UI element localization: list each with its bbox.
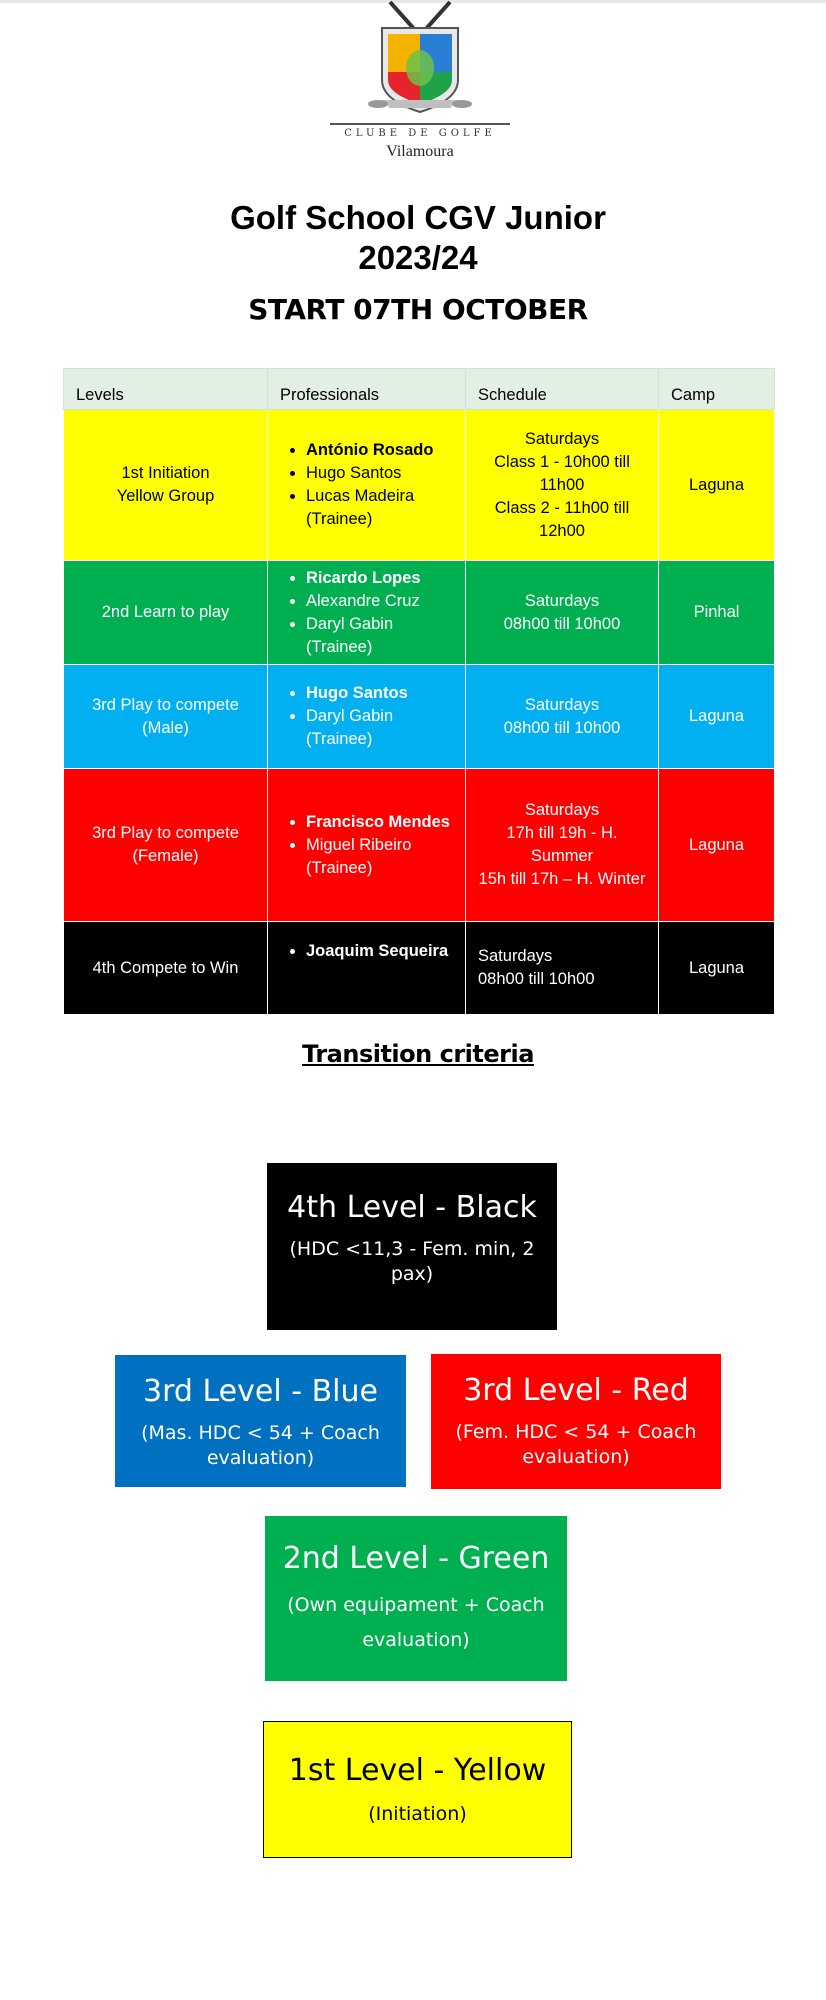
schedule-time: Class 1 - 10h00 till 11h00 (494, 452, 630, 494)
level-name: 3rd Play to compete (92, 824, 239, 842)
level-title: 3rd Level - Red (463, 1373, 689, 1408)
club-city: Vilamoura (386, 143, 454, 160)
level-description: (Fem. HDC < 54 + Coach evaluation) (455, 1421, 697, 1468)
page-title (0, 198, 826, 278)
professional-item: • Joaquim Sequeira (306, 940, 457, 963)
professional-item: • Daryl Gabin (Trainee) (306, 613, 457, 659)
camp-cell: Laguna (659, 665, 775, 769)
table-row (64, 410, 775, 561)
level-description: (HDC <11,3 - Fem. min, 2 pax) (289, 1238, 535, 1285)
table-row (64, 922, 775, 1015)
level-name: 1st Initiation (121, 464, 210, 482)
table-header-row (64, 369, 775, 410)
camp-cell: Laguna (659, 410, 775, 561)
schedule-time: 15h till 17h – H. Winter (478, 870, 646, 888)
schedule-cell (466, 769, 659, 922)
schedule-time: 08h00 till 10h00 (503, 718, 621, 737)
header-professionals: Professionals (268, 369, 466, 410)
camp-cell: Laguna (659, 769, 775, 922)
camp-cell: Pinhal (659, 561, 775, 665)
header-schedule: Schedule (466, 369, 659, 410)
table-row (64, 561, 775, 665)
level-title: 1st Level - Yellow (288, 1753, 547, 1788)
level-box-red (431, 1354, 721, 1489)
level-cell (64, 769, 268, 922)
schedule-day: Saturdays (524, 429, 600, 448)
level-cell (64, 561, 268, 665)
schedule-day: Saturdays (524, 695, 600, 714)
schedule-table (63, 368, 775, 1015)
schedule-cell (466, 665, 659, 769)
professionals-cell (268, 410, 466, 561)
level-description: (Mas. HDC < 54 + Coach evaluation) (141, 1422, 380, 1469)
start-date-heading: START 07TH OCTOBER (248, 293, 588, 326)
level-cell (64, 410, 268, 561)
professional-item: • Alexandre Cruz (306, 590, 457, 613)
professional-item: • Daryl Gabin (Trainee) (306, 705, 457, 751)
club-crest-icon (320, 0, 520, 125)
club-name: CLUBE DE GOLFE (344, 128, 496, 139)
schedule-day: Saturdays (524, 591, 600, 610)
professionals-cell (268, 561, 466, 665)
professional-item: • Miguel Ribeiro (Trainee) (306, 834, 457, 880)
schedule-time: 08h00 till 10h00 (503, 614, 621, 633)
schedule-day: Saturdays (478, 947, 553, 965)
level-box-green (265, 1516, 567, 1681)
level-description: (Own equipament + Coach evaluation) (287, 1594, 545, 1651)
camp-cell: Laguna (659, 922, 775, 1015)
transition-criteria-heading: Transition criteria (302, 1040, 534, 1068)
table-row (64, 769, 775, 922)
table-row (64, 665, 775, 769)
level-title: 2nd Level - Green (282, 1541, 550, 1576)
professional-item: • Lucas Madeira (Trainee) (306, 485, 457, 531)
schedule-cell (466, 922, 659, 1015)
level-cell (64, 665, 268, 769)
schedule-day: Saturdays (524, 801, 600, 819)
professionals-cell (268, 922, 466, 1015)
header-levels: Levels (64, 369, 268, 410)
level-description: (Initiation) (368, 1803, 467, 1825)
schedule-cell (466, 410, 659, 561)
schedule-time: 17h till 19h - H. Summer (506, 824, 618, 865)
professionals-cell (268, 665, 466, 769)
level-name: 4th Compete to Win (92, 958, 239, 977)
level-box-blue (115, 1355, 406, 1487)
level-group: (Male) (142, 718, 189, 737)
level-name: 3rd Play to compete (92, 695, 239, 714)
schedule-cell (466, 561, 659, 665)
level-group: (Female) (132, 847, 199, 865)
level-cell (64, 922, 268, 1015)
level-name: 2nd Learn to play (101, 603, 230, 621)
level-title: 4th Level - Black (287, 1190, 537, 1225)
level-box-black (267, 1163, 557, 1330)
title-line-2: 2023/24 (358, 239, 478, 276)
professionals-cell (268, 769, 466, 922)
level-title: 3rd Level - Blue (143, 1374, 378, 1409)
professional-item: • Ricardo Lopes (306, 567, 457, 590)
schedule-time: Class 2 - 11h00 till 12h00 (494, 498, 630, 540)
professional-item: • Francisco Mendes (306, 811, 457, 834)
schedule-time: 08h00 till 10h00 (478, 970, 595, 988)
title-line-1: Golf School CGV Junior (230, 199, 606, 236)
professional-item: • António Rosado (306, 439, 457, 462)
logo-divider (330, 123, 510, 125)
level-box-yellow (263, 1721, 572, 1858)
club-logo (320, 0, 520, 170)
professional-item: • Hugo Santos (306, 682, 457, 705)
professional-item: • Hugo Santos (306, 462, 457, 485)
header-camp: Camp (659, 369, 775, 410)
level-group: Yellow Group (116, 487, 215, 505)
